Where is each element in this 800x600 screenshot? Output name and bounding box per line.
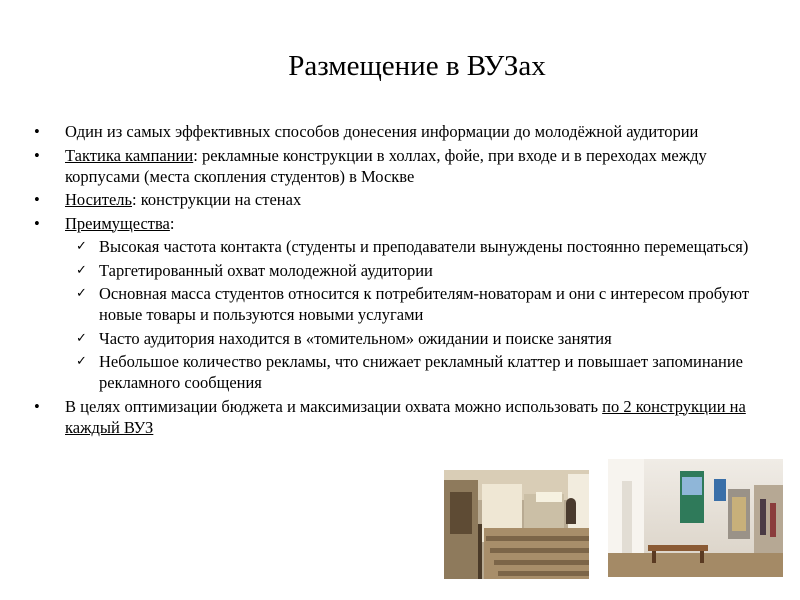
bullet-underlined-text: по 2 конструкции на каждый ВУЗ [65,396,746,437]
bullet-icon: • [34,213,40,233]
advantage-item [34,328,774,349]
corridor-photo [608,459,783,577]
advantage-item [34,236,774,257]
bullet-text: : [169,213,175,233]
checkmark-icon: ✓ [76,354,87,369]
bullet-item [34,189,774,210]
bullet-text: В целях оптимизации бюджета и максимизации охвата можно использовать [65,396,603,416]
bullet-text: Один из самых эффективных способов донесения информации до молодёжной аудитории [65,122,699,141]
bullet-icon: • [34,122,40,141]
bullet-item [34,213,774,234]
checkmark-icon: ✓ [76,330,87,346]
bullet-item [34,145,774,187]
bullet-item [34,396,774,438]
checkmark-icon: ✓ [76,239,87,254]
bullet-text: : рекламные конструкции в холлах, фойе, при входе и в переходах между корпусами (места скопления студентов) в Москве [65,145,707,186]
advantage-item [34,260,774,281]
bullet-icon: • [34,190,40,209]
advantage-text: Высокая частота контакта (студенты и преподаватели вынуждены постоянно перемещаться) [99,237,749,256]
advantage-item [34,351,774,393]
advantage-text: Таргетированный охват молодежной аудитории [99,260,433,280]
bullet-list [34,121,774,440]
bullet-label: Тактика кампании [65,145,194,165]
slide-title: Размещение в ВУЗах [288,50,546,82]
advantage-text: Часто аудитория находится в «томительном» ожидании и поиске занятия [99,328,612,348]
advantage-text: Небольшое количество рекламы, что снижает рекламный клаттер и повышает запоминание рекламного сообщения [99,352,744,392]
advantage-item [34,283,774,325]
bullet-label: Преимущества [65,213,170,233]
bullet-item [34,121,774,142]
checkmark-icon: ✓ [76,262,87,278]
hallway-photo [444,470,589,579]
bullet-icon: • [34,396,40,416]
advantage-text: Основная масса студентов относится к потребителям-новаторам и они с интересом пробуют новые товары и пользуются новыми услугами [99,284,750,324]
bullet-label: Носитель [65,190,133,209]
bullet-text: : конструкции на стенах [132,190,302,209]
checkmark-icon: ✓ [76,286,87,301]
bullet-icon: • [34,145,40,165]
